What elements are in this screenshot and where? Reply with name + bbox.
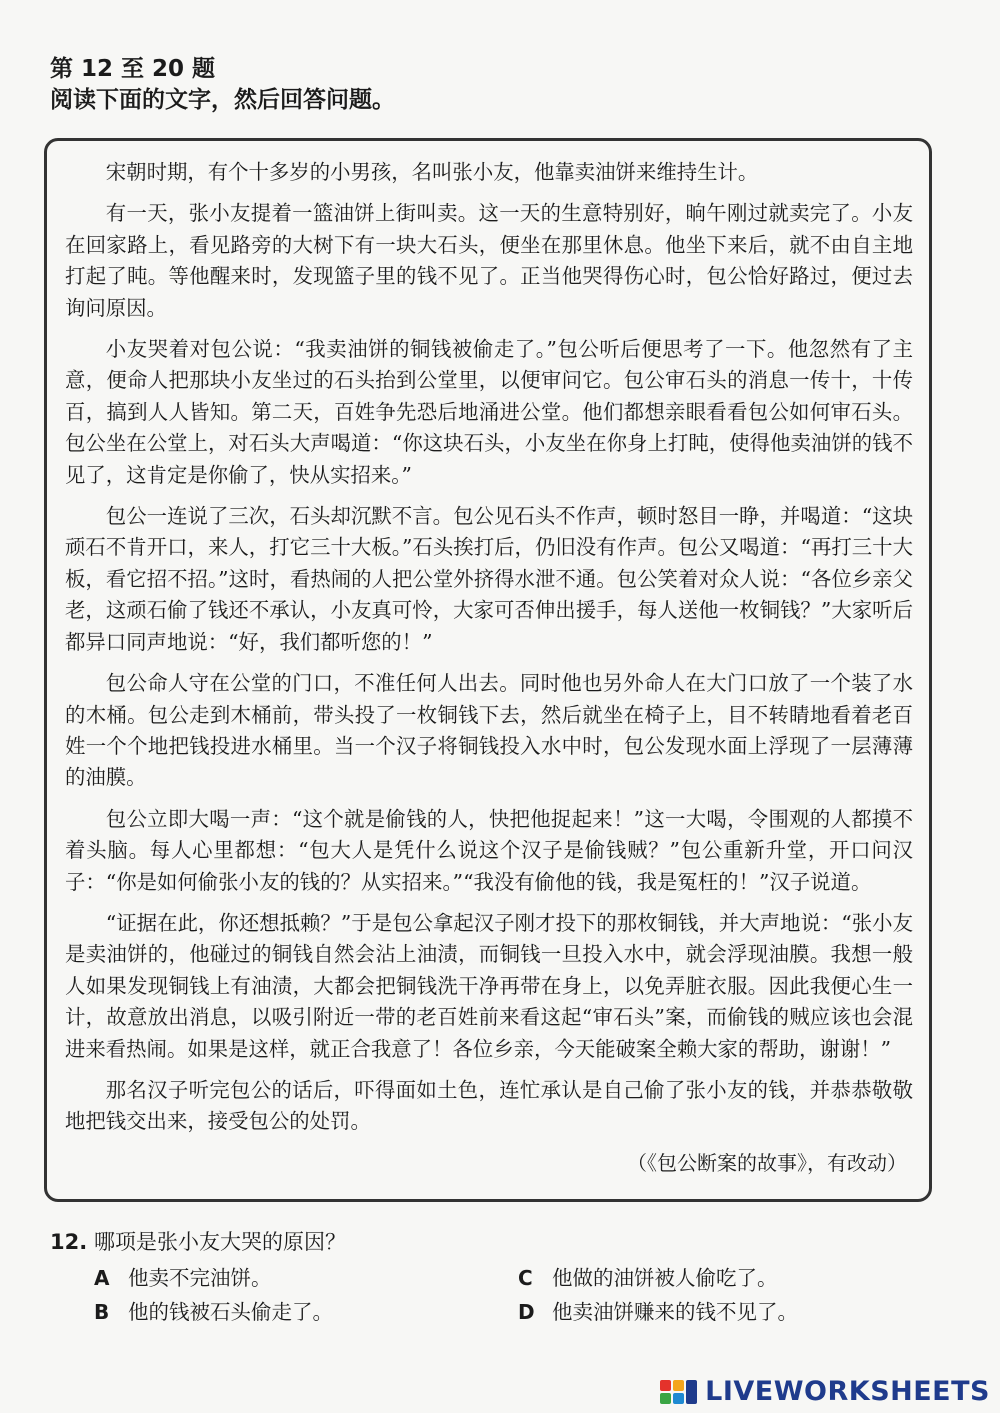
passage-paragraph: 包公一连说了三次，石头却沉默不言。包公见石头不作声，顿时怒目一睁，并喝道：“这块顽石不肯开口，来人，打它三十大板。”石头挨打后，仍旧没有作声。包公又喝道：“再打三十大板，看它招不招。”这时，看热闹的人把公堂外挤得水泄不通。包公笑着对众人说：“各位乡亲父老，这顽石偷了钱还不承认，小友真可怜，大家可否伸出援手，每人送他一枚铜钱？”大家听后都异口同声地说：“好，我们都听您的！”: [65, 504, 913, 654]
passage-box: [44, 138, 932, 1202]
question-stem: [50, 1226, 930, 1258]
instruction: 阅读下面的文字，然后回答问题。: [50, 87, 395, 113]
question-12: [50, 1226, 930, 1328]
liveworksheets-logo-text: LIVEWORKSHEETS: [705, 1376, 990, 1407]
option-letter: B: [94, 1300, 110, 1324]
option-letter: A: [94, 1266, 110, 1290]
liveworksheets-logo: [659, 1376, 990, 1407]
option-text: 他卖油饼赚来的钱不见了。: [552, 1300, 798, 1324]
option-c[interactable]: [518, 1262, 918, 1294]
question-range: 第 12 至 20 题: [50, 56, 216, 82]
header: [50, 54, 395, 116]
answer-options: [94, 1262, 930, 1328]
question-text: 哪项是张小友大哭的原因？: [94, 1230, 346, 1254]
option-text: 他的钱被石头偷走了。: [128, 1300, 333, 1324]
passage-paragraph: 宋朝时期，有个十多岁的小男孩，名叫张小友，他靠卖油饼来维持生计。: [105, 160, 759, 184]
passage-paragraph: 有一天，张小友提着一篮油饼上街叫卖。这一天的生意特别好，晌午刚过就卖完了。小友在回家路上，看见路旁的大树下有一块大石头，便坐在那里休息。他坐下来后，就不由自主地打起了盹。等他醒来时，发现篮子里的钱不见了。正当他哭得伤心时，包公恰好路过，便过去询问原因。: [65, 201, 913, 320]
passage-source: （《包公断案的故事》，有改动）: [627, 1150, 907, 1175]
passage-paragraph: 包公命人守在公堂的门口，不准任何人出去。同时他也另外命人在大门口放了一个装了水的木桶。包公走到木桶前，带头投了一枚铜钱下去，然后就坐在椅子上，目不转睛地看着老百姓一个个地把钱投进水桶里。当一个汉子将铜钱投入水中时，包公发现水面上浮现了一层薄薄的油膜。: [65, 671, 913, 790]
passage-paragraph: 那名汉子听完包公的话后，吓得面如土色，连忙承认是自己偷了张小友的钱，并恭恭敬敬地把钱交出来，接受包公的处罚。: [65, 1077, 913, 1134]
option-letter: C: [518, 1266, 533, 1290]
passage-paragraph: 小友哭着对包公说：“我卖油饼的铜钱被偷走了。”包公听后便思考了一下。他忽然有了主意，便命人把那块小友坐过的石头抬到公堂里，以便审问它。包公审石头的消息一传十，十传百，搞到人人皆知。第二天，百姓争先恐后地涌进公堂。他们都想亲眼看看包公如何审石头。包公坐在公堂上，对石头大声喝道：“你这块石头，小友坐在你身上打盹，使得他卖油饼的钱不见了，这肯定是你偷了，快从实招来。”: [65, 337, 913, 487]
question-number: 12.: [50, 1230, 88, 1254]
option-letter: D: [518, 1300, 535, 1324]
option-b[interactable]: [94, 1296, 518, 1328]
passage-paragraph: “证据在此，你还想抵赖？”于是包公拿起汉子刚才投下的那枚铜钱，并大声地说：“张小友是卖油饼的，他碰过的铜钱自然会沾上油渍，而铜钱一旦投入水中，就会浮现油膜。我想一般人如果发现铜钱上有油渍，大都会把铜钱洗干净再带在身上，以免弄脏衣服。因此我便心生一计，故意放出消息，以吸引附近一带的老百姓前来看这起“审石头”案，而偷钱的贼应该也会混进来看热闹。如果是这样，就正合我意了！各位乡亲，今天能破案全赖大家的帮助，谢谢！”: [65, 910, 913, 1061]
option-text: 他卖不完油饼。: [128, 1266, 272, 1290]
option-d[interactable]: [518, 1296, 918, 1328]
option-a[interactable]: [94, 1262, 518, 1294]
liveworksheets-logo-icon: [659, 1377, 701, 1407]
option-text: 他做的油饼被人偷吃了。: [552, 1266, 778, 1290]
passage-paragraph: 包公立即大喝一声：“这个就是偷钱的人，快把他捉起来！”这一大喝，令围观的人都摸不着头脑。每人心里都想：“包大人是凭什么说这个汉子是偷钱贼？”包公重新升堂，开口问汉子：“你是如何偷张小友的钱的？从实招来。”“我没有偷他的钱，我是冤枉的！”汉子说道。: [65, 806, 913, 894]
